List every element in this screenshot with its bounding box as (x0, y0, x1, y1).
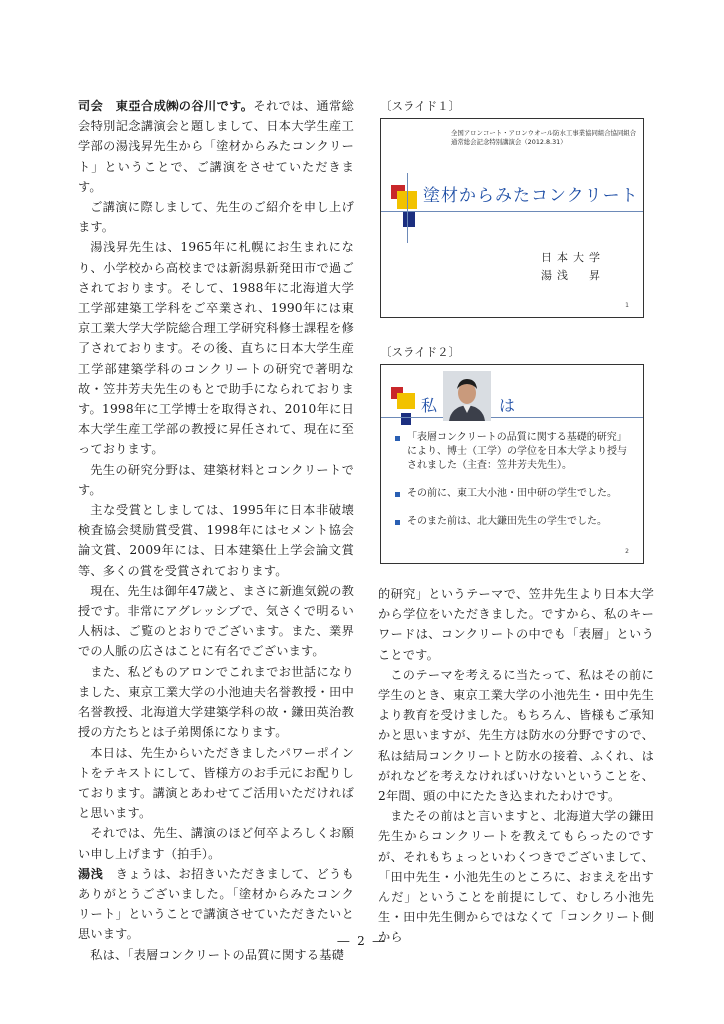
slide1-horizontal-line (381, 211, 643, 212)
left-paragraph (78, 500, 354, 581)
slide1-presenter: 湯浅 昇 (541, 269, 605, 282)
paragraph-text: きょうは、お招きいただきまして、どうもありがとうございました。「塗材からみたコンクリート」ということで講演させていただきたいと思います。 (78, 866, 354, 942)
slide2-heading-left: 私 (421, 396, 438, 415)
slide2-decoration-navy (401, 413, 411, 425)
left-paragraph (78, 662, 354, 743)
paragraph-text: それでは、先生、講演のほど何卒よろしくお願い申し上げます（拍手）。 (78, 826, 354, 861)
left-paragraph (78, 743, 354, 824)
left-paragraph (78, 237, 354, 459)
slide1-decoration-navy (403, 211, 415, 227)
slide2-bullet: 「表層コンクリートの品質に関する基礎的研究」により、博士（工学）の学位を日本大学より授与されました（主査：笠井芳夫先生）。 (395, 431, 635, 473)
left-paragraph (78, 460, 354, 500)
portrait-photo (443, 371, 491, 421)
paragraph-text: 本日は、先生からいただきましたパワーポイントをテキストにして、皆様方のお手元にお配りしております。講演とあわせてご活用いただければと思います。 (78, 745, 354, 821)
right-column (378, 584, 654, 948)
slide1-conference: 全国アロンコート・アロンウオール防水工事業協同組合協同組合 通常総会記念特別講演会（2012.8.31） (451, 129, 637, 146)
paragraph-text: 湯浅昇先生は、1965年に札幌にお生まれになり、小学校から高校までは新潟県新発田市で過ごされております。そして、1988年に北海道大学工学部建築工学科をご卒業され、1990年には東京工業大学大学院総合理工学研究科修士課程を修了されております。その後、直ちに日本大学生産工学部建築学科のコンクリートの研究で著明な故・笠井芳夫先生のもとで助手になられております。1998年に工学博士を取得され、2010年に日本大学生産工学部の教授に昇任されて、現在に至っております。 (78, 240, 354, 457)
slide2-horizontal-line (381, 417, 643, 418)
slide2-page-number: 2 (625, 548, 629, 555)
right-paragraph: このテーマを考えるに当たって、私はその前に学生のとき、東京工業大学の小池先生・田中先生より教育を受けました。もちろん、皆様もご承知かと思いますが、先生方は防水の分野ですので、私は結局コンクリートと防水の接着、ふくれ、はがれなどを考えなければいけないということを、2年間、頭の中にたたき込まれたわけです。 (378, 667, 654, 804)
slide1-university: 日本大学 (541, 251, 605, 264)
left-paragraph (78, 864, 354, 945)
paragraph-text: また、私どものアロンでこれまでお世話になりました、東京工業大学の小池迪夫名誉教授・田中名誉教授、北海道大学建築学科の故・鎌田英治教授の方たちとは子弟関係になります。 (78, 664, 354, 740)
paragraph-text: 主な受賞としましては、1995年に日本非破壊検査協会奨励賞受賞、1998年にはセメント協会論文賞、2009年には、日本建築仕上学会論文賞等、多くの賞を受賞されております。 (78, 503, 354, 578)
slide2-bullet-list (395, 431, 635, 543)
slide2-bullet: その前に、東工大小池・田中研の学生でした。 (395, 487, 635, 501)
left-column (78, 96, 354, 965)
slide1-vertical-line (407, 173, 408, 243)
page-number: ― 2 ― (337, 934, 387, 948)
slide1-page-number: 1 (625, 302, 629, 309)
paragraph-text: 現在、先生は御年47歳と、まさに新進気鋭の教授です。非常にアグレッシブで、気さくで明るい人柄は、ご覧のとおりでございます。また、業界での人脈の広さはことに有名でございます。 (78, 583, 354, 659)
slide2-heading-right: は (499, 396, 516, 415)
right-paragraph: 的研究」というテーマで、笠井先生より日本大学から学位をいただきました。ですから、私のキーワードは、コンクリートの中でも「表層」ということです。 (378, 587, 654, 662)
left-paragraph (78, 823, 354, 863)
slide2-bullet: そのまた前は、北大鎌田先生の学生でした。 (395, 515, 635, 529)
slide1-label: 〔スライド１〕 (380, 99, 461, 113)
paragraph-text: ご講演に際しまして、先生のご紹介を申し上げます。 (78, 200, 354, 235)
paragraph-text: 先生の研究分野は、建築材料とコンクリートです。 (78, 462, 354, 497)
slide1-title: 塗材からみたコンクリート (423, 186, 639, 206)
speaker-label: 司会 東亞合成㈱の谷川です。 (78, 99, 254, 113)
left-paragraph (78, 581, 354, 662)
slide2 (380, 364, 644, 564)
left-paragraph (78, 197, 354, 237)
slide2-label: 〔スライド２〕 (380, 345, 461, 359)
slide1 (380, 118, 644, 318)
right-paragraph: またその前はと言いますと、北海道大学の鎌田先生からコンクリートを教えてもらったのですが、それもちょっといわくつきでございまして、「田中先生・小池先生のところに、おまえを出すんだ」ということを前提にして、むしろ小池先生・田中先生側からではなくて「コンクリート側から (378, 809, 654, 945)
left-paragraph (78, 96, 354, 197)
slide2-decoration-yellow (397, 393, 415, 409)
speaker-label: 湯浅 (78, 866, 116, 881)
paragraph-text: 私は、「表層コンクリートの品質に関する基礎 (90, 947, 344, 962)
paragraph-text: それでは、通常総会特別記念講演会と題しまして、日本大学生産工学部の湯浅昇先生から「塗材からみたコンクリート」ということで、ご講演をさせていただきます。 (78, 99, 355, 194)
